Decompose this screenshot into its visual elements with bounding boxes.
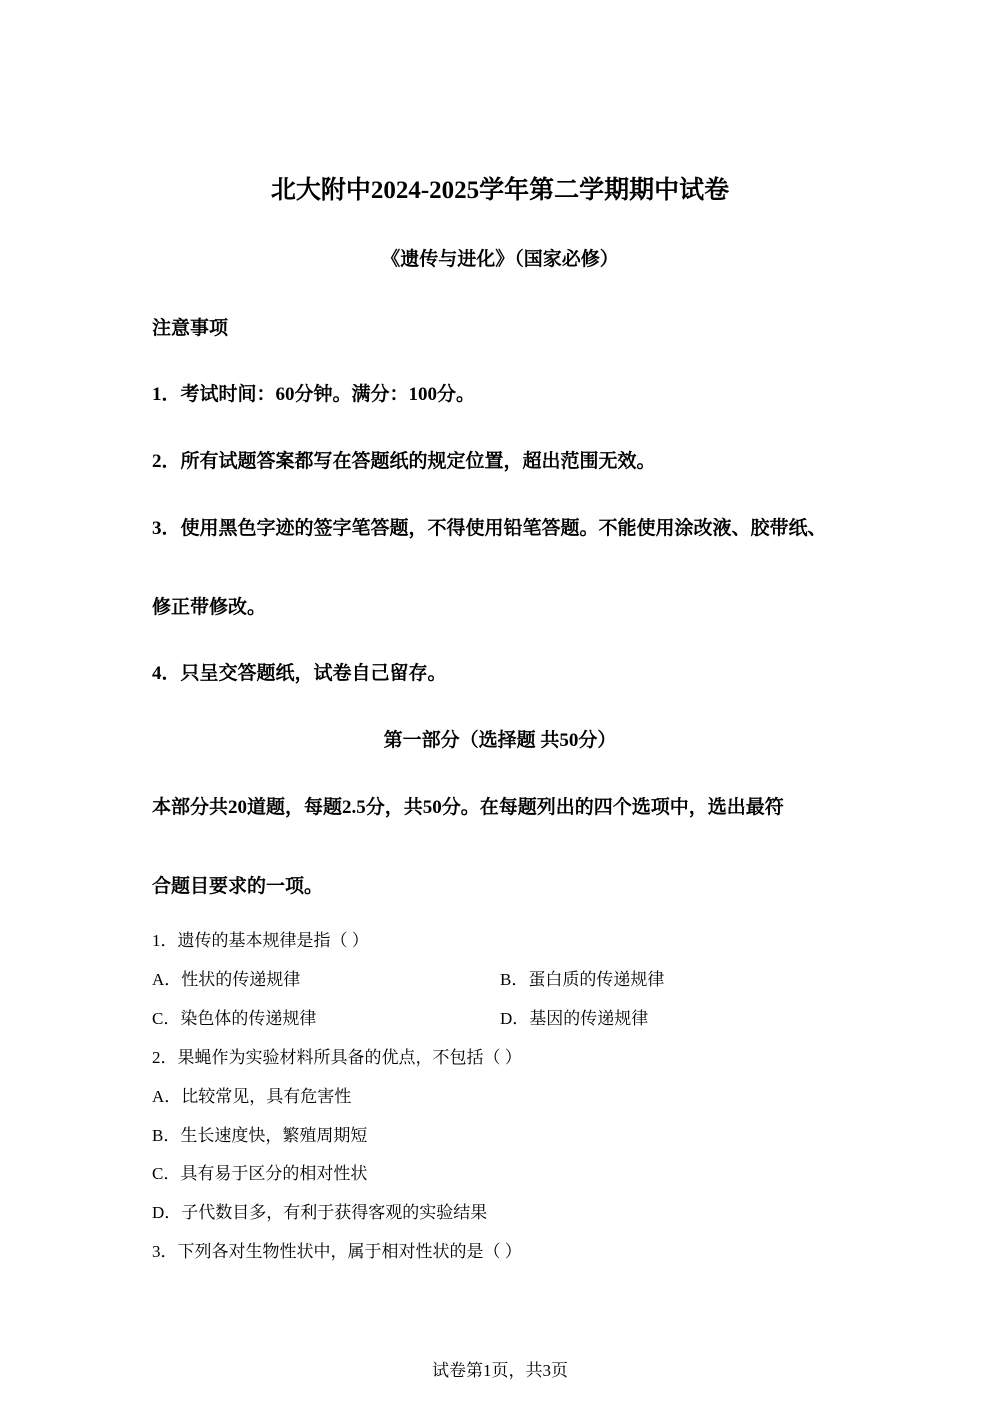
part-instructions: 合题目要求的一项。 <box>152 876 324 897</box>
question-stem: 1．遗传的基本规律是指（ ） <box>152 931 369 950</box>
question-option: C．具有易于区分的相对性状 <box>152 1164 368 1183</box>
page-footer: 试卷第1页，共3页 <box>432 1361 568 1380</box>
notice-item: 2．所有试题答案都写在答题纸的规定位置，超出范围无效。 <box>152 451 656 472</box>
part-heading: 第一部分（选择题 共50分） <box>383 730 617 751</box>
question-stem: 3．下列各对生物性状中，属于相对性状的是（ ） <box>152 1242 522 1261</box>
question-option: B．蛋白质的传递规律 <box>500 970 665 989</box>
question-option: A．比较常见，具有危害性 <box>152 1087 352 1106</box>
question-option: C．染色体的传递规律 <box>152 1009 317 1028</box>
notice-item: 3．使用黑色字迹的签字笔答题，不得使用铅笔答题。不能使用涂改液、胶带纸、 <box>152 518 827 539</box>
notice-item: 4．只呈交答题纸，试卷自己留存。 <box>152 663 447 684</box>
notice-heading: 注意事项 <box>152 318 229 339</box>
question-stem: 2．果蝇作为实验材料所具备的优点，不包括（ ） <box>152 1048 522 1067</box>
notice-item: 1．考试时间：60分钟。满分：100分。 <box>152 384 476 405</box>
question-option: A．性状的传递规律 <box>152 970 301 989</box>
part-instructions: 本部分共20道题，每题2.5分，共50分。在每题列出的四个选项中，选出最符 <box>152 797 784 818</box>
question-option: D．子代数目多，有利于获得客观的实验结果 <box>152 1203 488 1222</box>
page-subtitle: 《遗传与进化》（国家必修） <box>381 249 619 270</box>
question-option: D．基因的传递规律 <box>500 1009 649 1028</box>
notice-item: 修正带修改。 <box>152 597 267 618</box>
page-title: 北大附中2024-2025学年第二学期期中试卷 <box>270 177 730 204</box>
question-option: B．生长速度快，繁殖周期短 <box>152 1126 368 1145</box>
